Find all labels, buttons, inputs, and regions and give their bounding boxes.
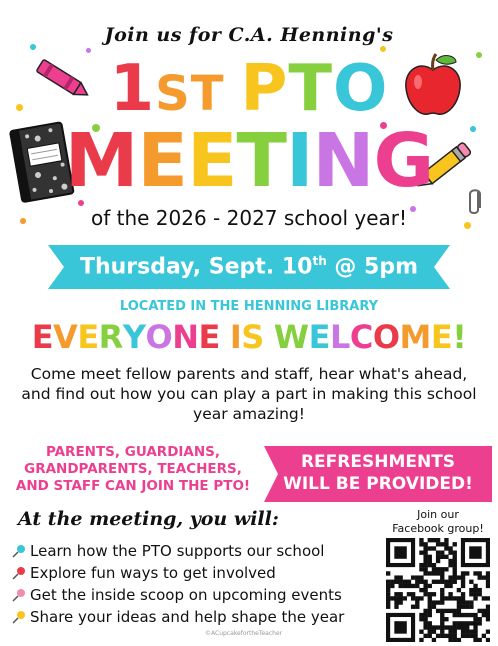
title-letter: T bbox=[288, 52, 333, 126]
title-letter: E bbox=[137, 118, 187, 204]
pushpin-icon bbox=[12, 588, 26, 602]
school-year-line: of the 2026 - 2027 school year! bbox=[90, 206, 407, 230]
pushpin-icon bbox=[12, 544, 26, 558]
title-letter: G bbox=[373, 118, 434, 204]
qr-code[interactable] bbox=[386, 538, 490, 642]
title-letter: O bbox=[333, 52, 389, 126]
title-line-1 bbox=[0, 52, 498, 126]
welcome-letter: I bbox=[229, 318, 242, 356]
list-item-text: Share your ideas and help shape the year bbox=[30, 608, 345, 626]
welcome-letter: R bbox=[98, 318, 123, 356]
welcome-letter: C bbox=[349, 318, 373, 356]
title-letter: I bbox=[286, 118, 313, 204]
welcome-letter: M bbox=[399, 318, 431, 356]
title-letter: N bbox=[312, 118, 374, 204]
welcome-letter: E bbox=[308, 318, 330, 356]
welcome-letter: O bbox=[145, 318, 173, 356]
membership-line: GRANDPARENTS, TEACHERS, bbox=[24, 461, 242, 477]
facebook-caption bbox=[386, 508, 490, 536]
list-item-text: Learn how the PTO supports our school bbox=[30, 542, 325, 560]
title-letter: T bbox=[236, 118, 286, 204]
refreshments-line: REFRESHMENTS bbox=[300, 452, 456, 472]
pushpin-icon bbox=[12, 610, 26, 624]
credit-line: ©ACupcakefortheTeacher bbox=[205, 630, 283, 637]
welcome-letter: O bbox=[372, 318, 400, 356]
title-letter: P bbox=[240, 52, 289, 126]
welcome-letter: Y bbox=[122, 318, 146, 356]
welcome-letter: V bbox=[53, 318, 78, 356]
refreshments-banner bbox=[264, 446, 492, 502]
list-item bbox=[12, 606, 382, 628]
title-letter: 1 bbox=[109, 52, 156, 126]
refreshments-text bbox=[264, 451, 492, 495]
agenda-heading: At the meeting, you will: bbox=[18, 508, 279, 530]
welcome-letter: S bbox=[241, 318, 264, 356]
title-letter: ST bbox=[155, 66, 225, 122]
title-letter: E bbox=[186, 118, 237, 204]
welcome-letter: E bbox=[31, 318, 54, 356]
list-item-text: Explore fun ways to get involved bbox=[30, 564, 276, 582]
location-line: LOCATED IN THE HENNING LIBRARY bbox=[119, 299, 379, 314]
date-time: @ 5pm bbox=[326, 254, 419, 280]
welcome-letter: E bbox=[77, 318, 99, 356]
date-ribbon bbox=[48, 245, 450, 289]
welcome-letter: E bbox=[198, 318, 220, 356]
refreshments-line: WILL BE PROVIDED! bbox=[283, 474, 473, 494]
date-main: Thursday, Sept. 10 bbox=[79, 254, 313, 280]
agenda-list bbox=[12, 540, 382, 628]
membership-line: AND STAFF CAN JOIN THE PTO! bbox=[15, 478, 251, 494]
welcome-letter: N bbox=[172, 318, 199, 356]
list-item bbox=[12, 584, 382, 606]
membership-line: PARENTS, GUARDIANS, bbox=[45, 444, 221, 460]
list-item-text: Get the inside scoop on upcoming events bbox=[30, 586, 342, 604]
title-line-2 bbox=[0, 118, 498, 204]
welcome-letter: W bbox=[273, 318, 309, 356]
intro-line: Join us for C.A. Henning's bbox=[104, 24, 394, 46]
membership-note bbox=[8, 444, 258, 495]
welcome-letter: L bbox=[329, 318, 350, 356]
date-text bbox=[48, 254, 450, 279]
title-letter: M bbox=[64, 118, 138, 204]
facebook-line: Join our bbox=[417, 508, 459, 521]
pushpin-icon bbox=[12, 566, 26, 580]
welcome-letter: E bbox=[430, 318, 453, 356]
facebook-line: Facebook group! bbox=[392, 522, 484, 535]
welcome-heading bbox=[0, 318, 498, 356]
description-paragraph: Come meet fellow parents and staff, hear what's ahead, and find out how you can play a part in making this school year amazing! bbox=[21, 365, 477, 423]
list-item bbox=[12, 562, 382, 584]
date-suffix: th bbox=[312, 254, 327, 268]
list-item bbox=[12, 540, 382, 562]
welcome-letter: ! bbox=[452, 318, 467, 356]
